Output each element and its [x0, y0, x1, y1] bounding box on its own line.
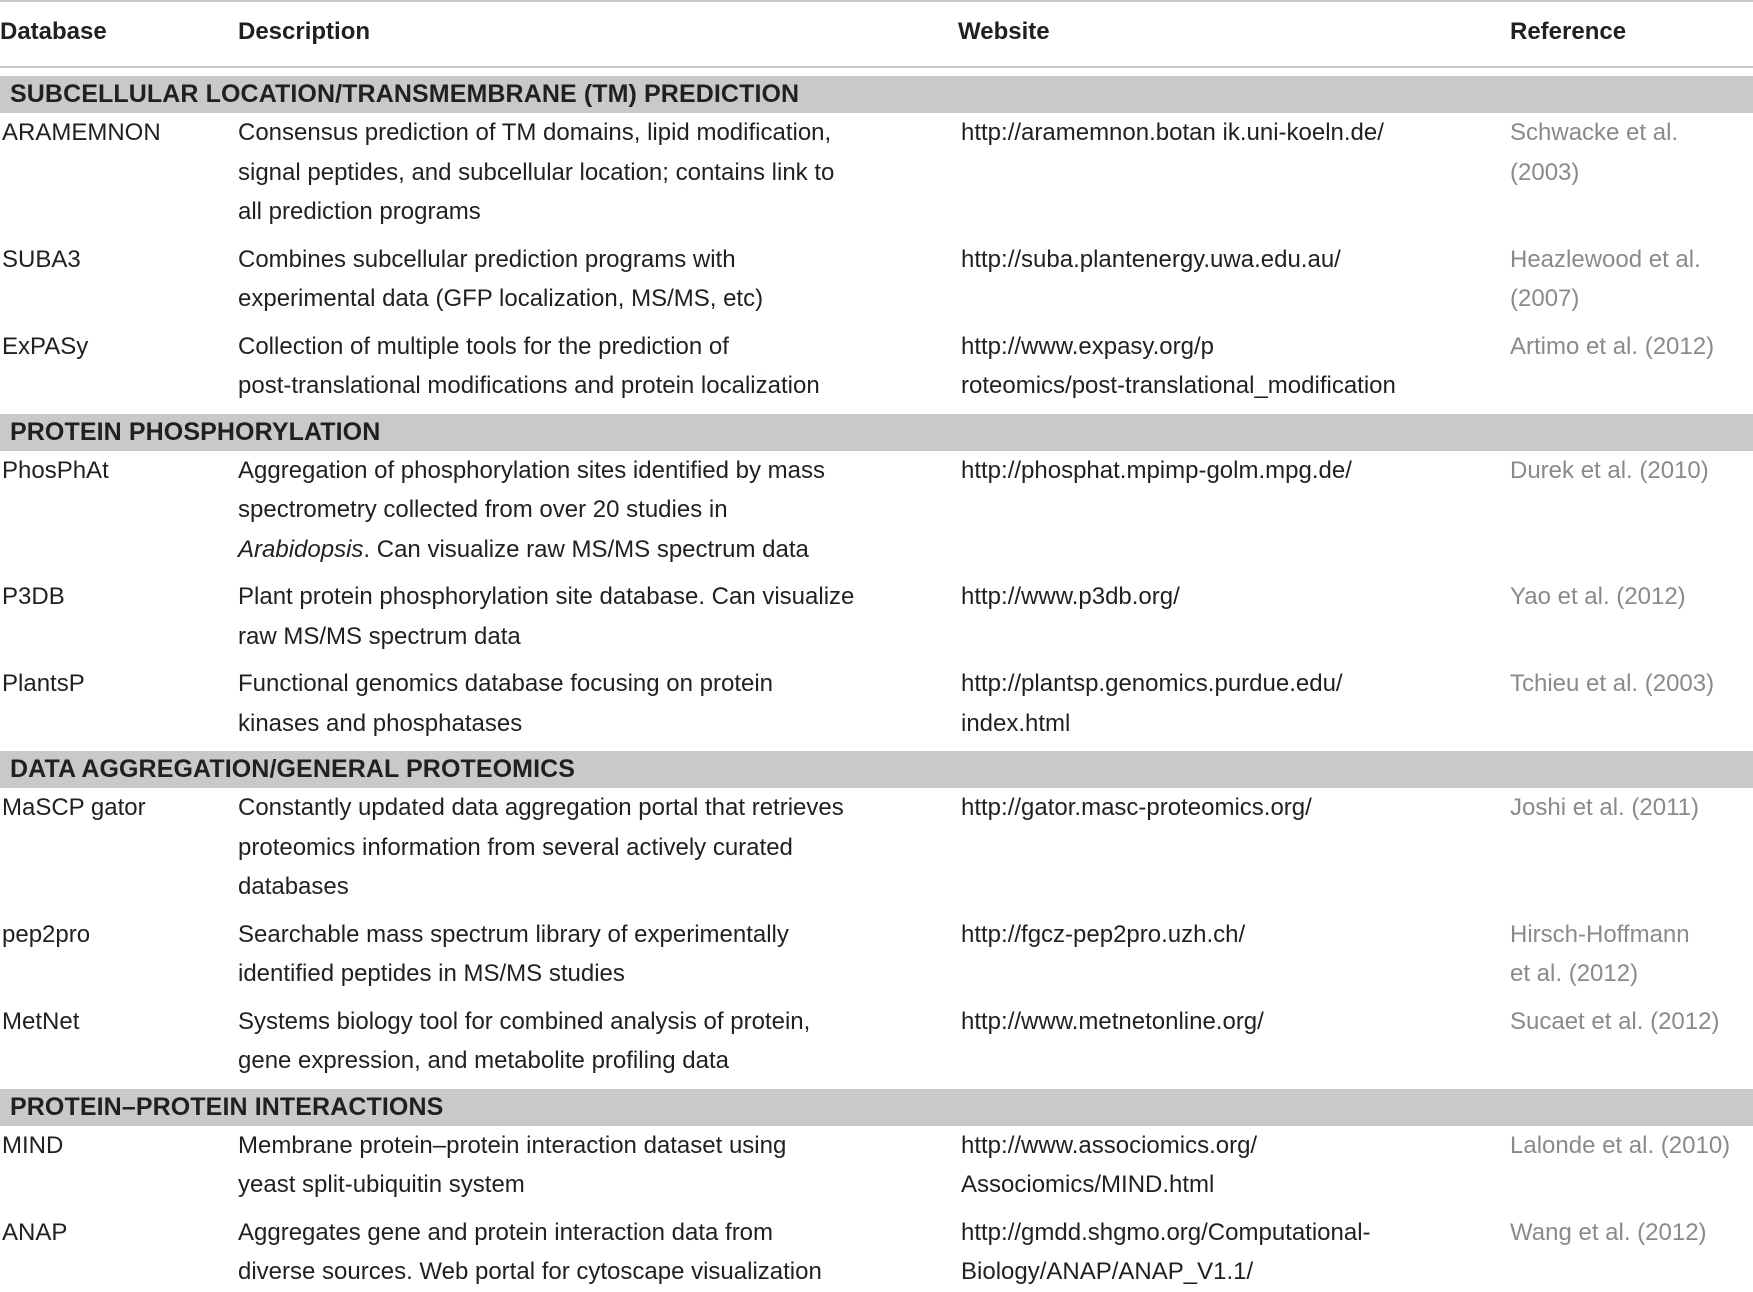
description-cell [238, 451, 958, 578]
reference-line: Wang et al. (2012) [1510, 1218, 1707, 1246]
website-line: http://www.p3db.org/ [961, 583, 1180, 610]
reference-cell [1510, 577, 1753, 664]
reference-cell [1510, 1213, 1753, 1292]
description-line: identified peptides in MS/MS studies [238, 960, 625, 987]
description-line: Collection of multiple tools for the prediction of [238, 332, 729, 360]
description-cell [238, 240, 958, 327]
description-line: kinases and phosphatases [238, 709, 523, 737]
website-link[interactable] [958, 664, 1510, 743]
database-name: MIND [2, 1131, 64, 1159]
table-row [0, 664, 1753, 743]
section-title: DATA AGGREGATION/GENERAL PROTEOMICS [0, 751, 1753, 788]
table-row [0, 240, 1753, 327]
website-link[interactable] [958, 915, 1510, 1002]
description-line: databases [238, 873, 349, 900]
reference-line: (2007) [1510, 285, 1580, 312]
website-line: Biology/ANAP/ANAP_V1.1/ [961, 1258, 1254, 1285]
table-header [0, 2, 1753, 67]
description-line: Functional genomics database focusing on protein [238, 670, 774, 697]
database-name: ExPASy [2, 332, 89, 360]
description-line: Plant protein phosphorylation site database. Can visualize [238, 583, 855, 610]
description-line: Constantly updated data aggregation portal that retrieves [238, 794, 844, 821]
section-title: PROTEIN–PROTEIN INTERACTIONS [0, 1089, 1753, 1126]
database-name: ARAMEMNON [2, 119, 161, 146]
database-name: pep2pro [2, 920, 91, 948]
column-header-reference: Reference [1510, 2, 1753, 67]
section-title: PROTEIN PHOSPHORYLATION [0, 414, 1753, 451]
reference-cell [1510, 915, 1753, 1002]
description-cell [238, 1213, 958, 1292]
reference-line: Artimo et al. (2012) [1510, 332, 1715, 360]
reference-cell [1510, 788, 1753, 915]
website-line: http://fgcz-pep2pro.uzh.ch/ [961, 920, 1246, 948]
reference-line: Joshi et al. (2011) [1510, 794, 1699, 821]
description-cell [238, 664, 958, 743]
table-row [0, 915, 1753, 1002]
description-line: Consensus prediction of TM domains, lipid modification, [238, 119, 832, 146]
reference-cell [1510, 664, 1753, 743]
table-row [0, 113, 1753, 240]
description-line: diverse sources. Web portal for cytoscape visualization [238, 1258, 822, 1285]
column-header-description: Description [238, 2, 958, 67]
website-link[interactable] [958, 327, 1510, 406]
reference-line: Heazlewood et al. [1510, 245, 1701, 273]
website-line: http://www.metnetonline.org/ [961, 1007, 1264, 1035]
description-line: gene expression, and metabolite profiling data [238, 1047, 729, 1074]
description-cell [238, 1002, 958, 1081]
reference-line: Durek et al. (2010) [1510, 456, 1709, 484]
website-link[interactable] [958, 577, 1510, 664]
database-name: PlantsP [2, 670, 85, 697]
description-cell [238, 327, 958, 406]
description-line: post-translational modifications and protein localization [238, 372, 820, 399]
website-line: http://suba.plantenergy.uwa.edu.au/ [961, 245, 1341, 273]
table-row [0, 1213, 1753, 1292]
database-name: PhosPhAt [2, 456, 109, 484]
table-row [0, 451, 1753, 578]
section-header-row [0, 76, 1753, 113]
reference-line: Lalonde et al. (2010) [1510, 1131, 1731, 1159]
table-row [0, 577, 1753, 664]
table-row [0, 788, 1753, 915]
reference-line: Hirsch-Hoffmann [1510, 920, 1690, 948]
reference-cell [1510, 1002, 1753, 1081]
description-cell [238, 577, 958, 664]
column-header-database: Database [0, 2, 238, 67]
database-name: MaSCP gator [2, 794, 146, 821]
website-line: http://www.expasy.org/p [961, 332, 1215, 360]
column-header-website: Website [958, 2, 1510, 67]
description-line: Aggregates gene and protein interaction data from [238, 1218, 774, 1246]
section-title: SUBCELLULAR LOCATION/TRANSMEMBRANE (TM) PREDICTION [0, 76, 1753, 113]
reference-line: (2003) [1510, 158, 1580, 186]
reference-cell [1510, 327, 1753, 406]
reference-cell [1510, 113, 1753, 240]
database-name: MetNet [2, 1007, 80, 1035]
website-link[interactable] [958, 113, 1510, 240]
description-cell [238, 788, 958, 915]
description-cell [238, 915, 958, 1002]
website-link[interactable] [958, 1002, 1510, 1081]
reference-line: et al. (2012) [1510, 960, 1639, 987]
description-line: signal peptides, and subcellular location; contains link to [238, 158, 835, 186]
description-line: experimental data (GFP localization, MS/MS, etc) [238, 285, 764, 312]
website-line: index.html [961, 709, 1071, 737]
website-line: Associomics/MIND.html [961, 1171, 1215, 1198]
database-name: SUBA3 [2, 245, 81, 273]
website-link[interactable] [958, 1213, 1510, 1292]
website-line: http://aramemnon.botan ik.uni-koeln.de/ [961, 119, 1384, 146]
reference-line: Tchieu et al. (2003) [1510, 670, 1715, 697]
description-italic: Arabidopsis [238, 535, 364, 563]
reference-cell [1510, 240, 1753, 327]
reference-line: Yao et al. (2012) [1510, 583, 1686, 610]
description-line: spectrometry collected from over 20 studies in [238, 496, 728, 523]
section-header-row [0, 414, 1753, 451]
description-cell [238, 1126, 958, 1213]
database-name: ANAP [2, 1218, 68, 1246]
table-row [0, 1002, 1753, 1081]
website-link[interactable] [958, 451, 1510, 578]
description-line: Searchable mass spectrum library of experimentally [238, 920, 789, 948]
table-body [0, 67, 1753, 1292]
website-line: http://www.associomics.org/ [961, 1131, 1258, 1159]
description-line: Systems biology tool for combined analysis of protein, [238, 1007, 811, 1035]
table-row [0, 327, 1753, 406]
website-link[interactable] [958, 240, 1510, 327]
description-line: Combines subcellular prediction programs with [238, 245, 736, 273]
website-line: http://gator.masc-proteomics.org/ [961, 794, 1312, 821]
reference-line: Schwacke et al. [1510, 119, 1679, 146]
description-cell [238, 113, 958, 240]
database-table [0, 2, 1753, 1292]
description-line: Aggregation of phosphorylation sites identified by mass [238, 456, 826, 484]
section-header-row [0, 751, 1753, 788]
section-header-row [0, 1089, 1753, 1126]
website-link[interactable] [958, 788, 1510, 915]
description-tail: . Can visualize raw MS/MS spectrum data [363, 535, 809, 563]
database-name: P3DB [2, 583, 65, 610]
reference-cell [1510, 451, 1753, 578]
description-line: raw MS/MS spectrum data [238, 622, 521, 650]
description-line: yeast split-ubiquitin system [238, 1171, 525, 1198]
website-line: http://phosphat.mpimp-golm.mpg.de/ [961, 456, 1352, 484]
reference-cell [1510, 1126, 1753, 1213]
description-line: proteomics information from several actively curated [238, 833, 793, 861]
table-row [0, 1126, 1753, 1213]
reference-line: Sucaet et al. (2012) [1510, 1007, 1720, 1035]
website-link[interactable] [958, 1126, 1510, 1213]
description-line: all prediction programs [238, 198, 481, 225]
website-line: http://plantsp.genomics.purdue.edu/ [961, 670, 1343, 697]
website-line: roteomics/post-translational_modification [961, 372, 1396, 399]
description-line [238, 530, 950, 570]
website-line: http://gmdd.shgmo.org/Computational- [961, 1218, 1371, 1246]
description-line: Membrane protein–protein interaction dataset using [238, 1131, 787, 1159]
